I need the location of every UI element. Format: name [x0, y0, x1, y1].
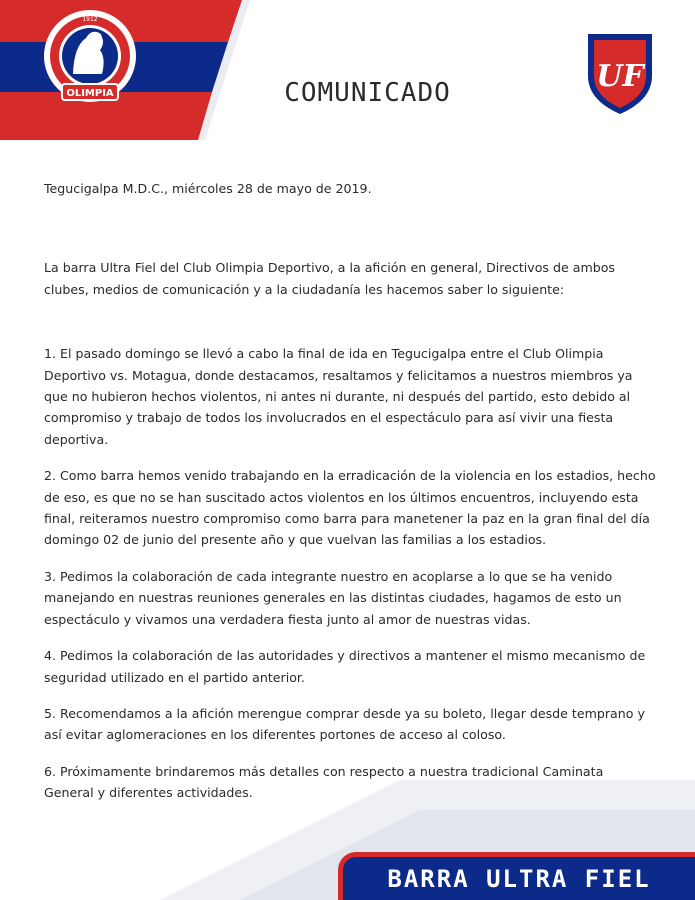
olimpia-logo-year: 1912 [82, 16, 98, 23]
footer-text: BARRA ULTRA FIEL [387, 864, 651, 893]
paragraph-2: 2. Como barra hemos venido trabajando en la erradicación de la violencia en los estadios, hecho de eso, es que no se han suscitado actos violentos en los últimos encuentros, incluyendo esta final, reiteramos nuestro compromiso como barra para manetener la paz en la gran final del día domingo 02 de junio del presente año y que vuelvan las familias a los estadios. [44, 468, 656, 548]
paragraph-3: 3. Pedimos la colaboración de cada integrante nuestro en acoplarse a lo que se ha venido manejando en nuestras reuniones generales en las distintas ciudades, hagamos de esto un espectáculo y vivamos una verdadera fiesta junto al amor de nuestras vidas. [44, 568, 622, 627]
paragraph-1: 1. El pasado domingo se llevó a cabo la final de ida en Tegucigalpa entre el Club Olimpia Deportivo vs. Motagua, donde destacamos, resaltamos y felicitamos a nuestros miembros ya que no hubieron hechos violentos, ni antes ni durante, ni después del partido, esto debido al compromiso y trabajo de todos los involucrados en el espectáculo para así vivir una fiesta deportiva. [44, 346, 633, 447]
document-title [0, 78, 695, 108]
paragraph-4: 4. Pedimos la colaboración de las autoridades y directivos a mantener el mismo mecanismo de seguridad utilizado en el partido anterior. [44, 648, 646, 685]
olimpia-logo-text: OLIMPIA [66, 88, 114, 99]
paragraph-5: 5. Recomendamos a la afición merengue comprar desde ya su boleto, llegar desde temprano y así evitar aglomeraciones en los diferentes portones de acceso al coloso. [44, 705, 645, 743]
letter-body [44, 178, 656, 819]
letter-date: Tegucigalpa M.D.C., miércoles 28 de mayo de 2019. [44, 181, 372, 196]
title-text: COMUNICADO [284, 78, 451, 108]
uf-logo-text: UF [596, 59, 644, 94]
letter-intro: La barra Ultra Fiel del Club Olimpia Deportivo, a la afición en general, Directivos de ambos clubes, medios de comunicación y a la ciudadanía les hacemos saber lo siguiente: [44, 260, 615, 297]
paragraph-6: 6. Próximamente brindaremos más detalles con respecto a nuestra tradicional Caminata General y diferentes actividades. [44, 763, 604, 801]
footer-banner [338, 852, 695, 900]
